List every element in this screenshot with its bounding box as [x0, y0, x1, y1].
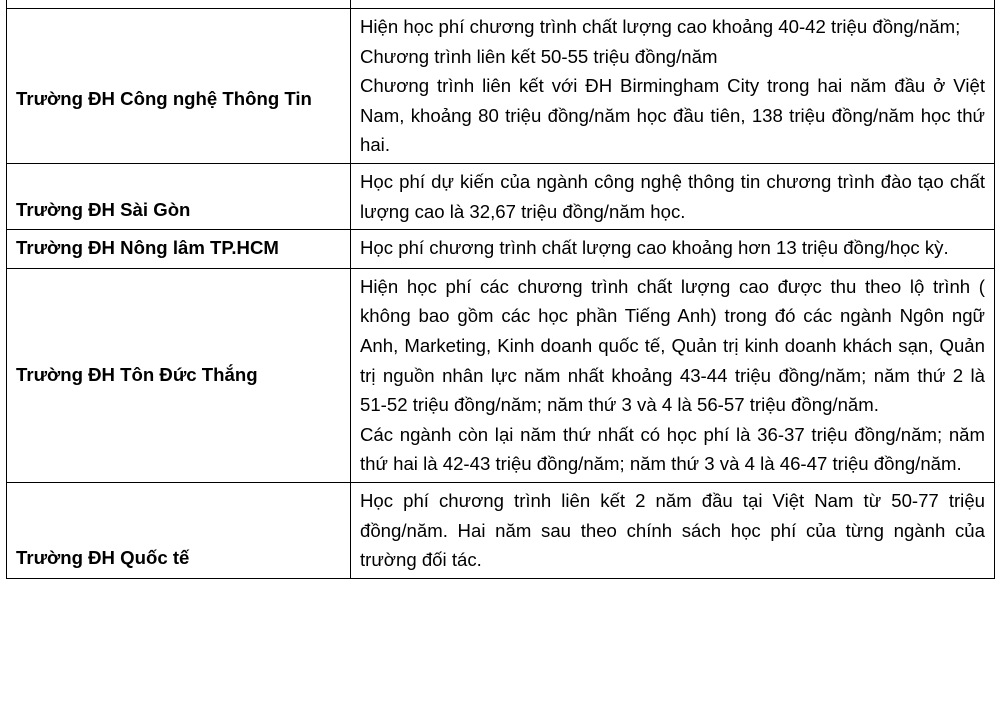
table-row — [7, 268, 995, 482]
school-name-cell: Trường ĐH Nông lâm TP.HCM — [7, 230, 351, 269]
tuition-paragraph: Hiện học phí các chương trình chất lượng cao được thu theo lộ trình ( không bao gồm các học phần Tiếng Anh) trong đó các ngành Ngôn ngữ Anh, Marketing, Kinh doanh quốc tế, Quản trị kinh doanh khách sạn, Quản trị nguồn nhân lực năm nhất khoảng 43-44 triệu đồng/năm; năm thứ 2 là 51-52 triệu đồng/năm; năm thứ 3 và 4 là 56-57 triệu đồng/năm. — [360, 275, 985, 416]
tuition-paragraph: Học phí chương trình liên kết 2 năm đầu tại Việt Nam từ 50-77 triệu đồng/năm. Hai năm sau theo chính sách học phí của từng ngành của trường đối tác. — [360, 489, 985, 571]
tuition-paragraph: Chương trình liên kết 50-55 triệu đồng/năm — [360, 45, 718, 67]
school-name-cell — [7, 0, 351, 9]
tuition-paragraph: Chương trình liên kết với ĐH Birmingham City trong hai năm đầu ở Việt Nam, khoảng 80 triệu đồng/năm học đầu tiên, 138 triệu đồng/năm học thứ hai. — [360, 75, 985, 156]
table-row — [7, 163, 995, 229]
tuition-detail-cell — [351, 230, 995, 269]
school-name-cell: Trường ĐH Quốc tế — [7, 482, 351, 578]
tuition-paragraph: Hiện học phí chương trình chất lượng cao khoảng 40-42 triệu đồng/năm; — [360, 16, 961, 37]
table-row — [7, 9, 995, 164]
tuition-detail-cell — [351, 163, 995, 229]
tuition-detail-cell — [351, 0, 995, 9]
tuition-detail-cell — [351, 482, 995, 578]
table-row — [7, 230, 995, 269]
tuition-paragraph: Các ngành còn lại năm thứ nhất có học phí là 36-37 triệu đồng/năm; năm thứ hai là 42-43 triệu đồng/năm; năm thứ 3 và 4 là 46-47 triệu đồng/năm. — [360, 423, 985, 475]
tuition-table — [6, 0, 995, 579]
table-row — [7, 482, 995, 578]
tuition-detail-cell — [351, 268, 995, 482]
tuition-paragraph: Học phí chương trình chất lượng cao khoảng hơn 13 triệu đồng/học kỳ. — [360, 237, 949, 259]
school-name-cell: Trường ĐH Tôn Đức Thắng — [7, 268, 351, 482]
table-row — [7, 0, 995, 9]
school-name-cell: Trường ĐH Công nghệ Thông Tin — [7, 9, 351, 164]
tuition-paragraph: Học phí dự kiến của ngành công nghệ thông tin chương trình đào tạo chất lượng cao là 32,67 triệu đồng/năm học. — [360, 170, 985, 222]
school-name-cell: Trường ĐH Sài Gòn — [7, 163, 351, 229]
tuition-detail-cell — [351, 9, 995, 164]
